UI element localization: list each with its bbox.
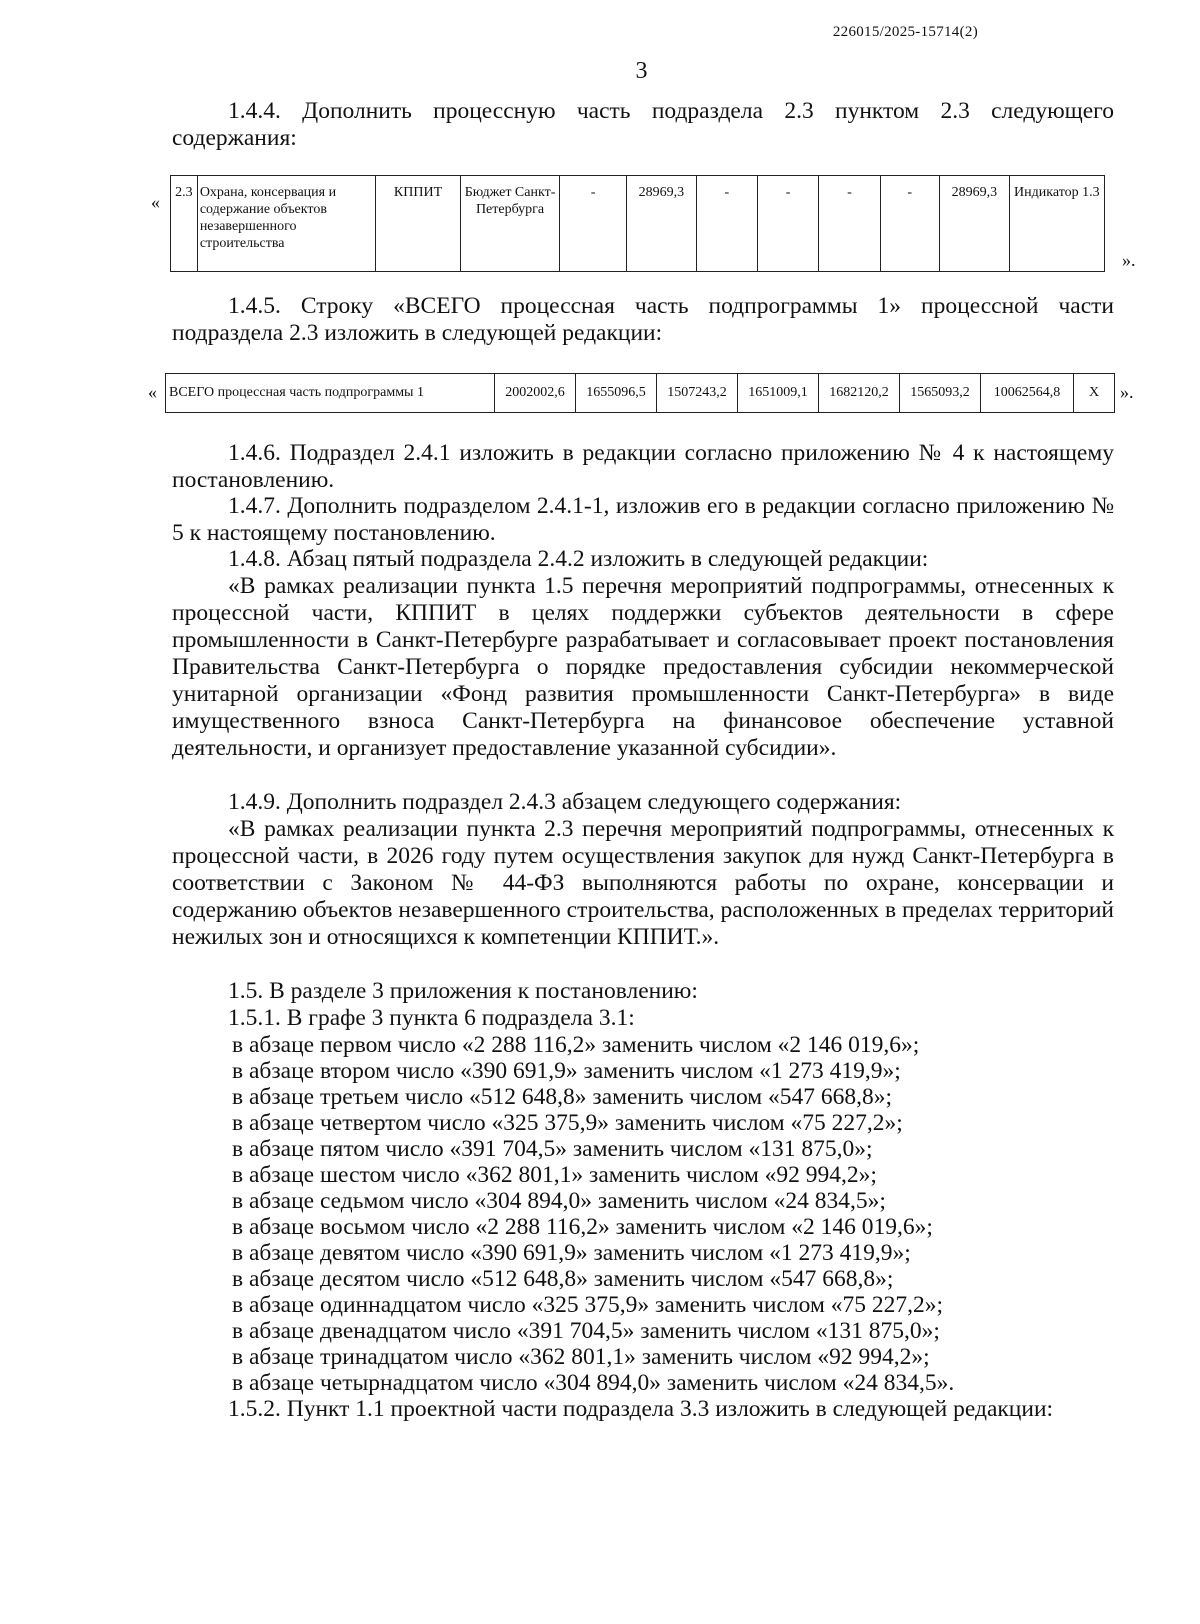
paragraph-1-4-9: 1.4.9. Дополнить подраздел 2.4.3 абзацем следующего содержания: bbox=[228, 789, 902, 815]
cell-c5: - bbox=[819, 176, 880, 272]
paragraph-1-4-5: 1.4.5. Строку «ВСЕГО процессная часть подпрограммы 1» процессной части подраздела 2.3 изложить в следующей редакции: bbox=[172, 293, 1114, 346]
cell-value: 1507243,2 bbox=[657, 374, 738, 413]
paragraph-1-4-7: 1.4.7. Дополнить подразделом 2.4.1-1, изложив его в редакции согласно приложению № 5 к настоящему постановлению. bbox=[172, 493, 1114, 546]
table-item-2-3 bbox=[170, 175, 1105, 272]
cell-total: 28969,3 bbox=[939, 176, 1009, 272]
paragraph-1-5-1: 1.5.1. В графе 3 пункта 6 подраздела 3.1: bbox=[228, 1005, 635, 1031]
cell-c1: - bbox=[560, 176, 627, 272]
list-item: в абзаце втором число «390 691,9» заменить числом «1 273 419,9»; bbox=[232, 1058, 901, 1084]
page-number: 3 bbox=[635, 58, 648, 84]
list-item: в абзаце пятом число «391 704,5» заменить числом «131 875,0»; bbox=[232, 1136, 873, 1162]
table-total-row bbox=[165, 373, 1115, 413]
paragraph-1-4-9-quote: «В рамках реализации пункта 2.3 перечня мероприятий подпрограммы, отнесенных к процессной части, в 2026 году путем осуществления закупок для нужд Санкт-Петербурга в соответствии с Законом № 44-ФЗ выполняются работы по охране, консервации и содержанию объектов незавершенного строительства, расположенных в пределах территорий нежилых зон и относящихся к компетенции КППИТ.». bbox=[172, 816, 1114, 950]
paragraph-1-4-4: 1.4.4. Дополнить процессную часть подраздела 2.3 пунктом 2.3 следующего содержания: bbox=[172, 98, 1114, 151]
table1-open-quote: « bbox=[151, 192, 160, 212]
list-item: в абзаце двенадцатом число «391 704,5» заменить числом «131 875,0»; bbox=[232, 1318, 940, 1344]
cell-indicator: Индикатор 1.3 bbox=[1009, 176, 1104, 272]
cell-name: Охрана, консервация и содержание объектов незавершенного строительства bbox=[197, 176, 375, 272]
cell-c6: - bbox=[880, 176, 939, 272]
cell-executor: КППИТ bbox=[376, 176, 461, 272]
table-row bbox=[171, 176, 1105, 272]
cell-value: X bbox=[1074, 374, 1115, 413]
cell-c2: 28969,3 bbox=[627, 176, 697, 272]
cell-label: ВСЕГО процессная часть подпрограммы 1 bbox=[166, 374, 495, 413]
paragraph-1-5-2: 1.5.2. Пункт 1.1 проектной части подраздела 3.3 изложить в следующей редакции: bbox=[228, 1396, 1054, 1422]
cell-c3: - bbox=[696, 176, 757, 272]
paragraph-1-5: 1.5. В разделе 3 приложения к постановлению: bbox=[228, 978, 698, 1004]
list-item: в абзаце четвертом число «325 375,9» заменить числом «75 227,2»; bbox=[232, 1110, 903, 1136]
list-item: в абзаце шестом число «362 801,1» заменить числом «92 994,2»; bbox=[232, 1162, 877, 1188]
list-item: в абзаце седьмом число «304 894,0» заменить числом «24 834,5»; bbox=[232, 1188, 886, 1214]
document-number: 226015/2025-15714(2) bbox=[832, 24, 978, 40]
list-item: в абзаце восьмом число «2 288 116,2» заменить числом «2 146 019,6»; bbox=[232, 1214, 933, 1240]
paragraph-1-4-8: 1.4.8. Абзац пятый подраздела 2.4.2 изложить в следующей редакции: bbox=[228, 546, 929, 572]
cell-value: 1655096,5 bbox=[576, 374, 657, 413]
list-item: в абзаце третьем число «512 648,8» заменить числом «547 668,8»; bbox=[232, 1084, 893, 1110]
table-row bbox=[166, 374, 1115, 413]
cell-value: 10062564,8 bbox=[981, 374, 1074, 413]
cell-value: 2002002,6 bbox=[495, 374, 576, 413]
list-item: в абзаце первом число «2 288 116,2» заменить числом «2 146 019,6»; bbox=[232, 1032, 920, 1058]
cell-value: 1682120,2 bbox=[819, 374, 900, 413]
list-item: в абзаце десятом число «512 648,8» заменить числом «547 668,8»; bbox=[232, 1266, 894, 1292]
cell-source: Бюджет Санкт-Петербурга bbox=[460, 176, 559, 272]
cell-num: 2.3 bbox=[171, 176, 198, 272]
table1-close-quote: ». bbox=[1122, 250, 1136, 270]
paragraph-1-4-8-quote: «В рамках реализации пункта 1.5 перечня мероприятий подпрограммы, отнесенных к процессной части, КППИТ в целях поддержки субъектов деятельности в сфере промышленности в Санкт-Петербурге разрабатывает и согласовывает проект постановления Правительства Санкт-Петербурга о порядке предоставления субсидии некоммерческой унитарной организации «Фонд развития промышленности Санкт-Петербурга» в виде имущественного взноса Санкт-Петербурга на финансовое обеспечение уставной деятельности, и организует предоставление указанной субсидии». bbox=[172, 573, 1114, 761]
table2-close-quote: ». bbox=[1120, 382, 1134, 402]
list-item: в абзаце тринадцатом число «362 801,1» заменить числом «92 994,2»; bbox=[232, 1344, 930, 1370]
table2-open-quote: « bbox=[148, 382, 157, 402]
cell-value: 1565093,2 bbox=[900, 374, 981, 413]
paragraph-1-4-6: 1.4.6. Подраздел 2.4.1 изложить в редакции согласно приложению № 4 к настоящему постановлению. bbox=[172, 440, 1114, 493]
list-item: в абзаце четырнадцатом число «304 894,0» заменить числом «24 834,5». bbox=[232, 1370, 955, 1396]
list-item: в абзаце одиннадцатом число «325 375,9» заменить числом «75 227,2»; bbox=[232, 1292, 943, 1318]
list-item: в абзаце девятом число «390 691,9» заменить числом «1 273 419,9»; bbox=[232, 1240, 911, 1266]
cell-value: 1651009,1 bbox=[738, 374, 819, 413]
cell-c4: - bbox=[757, 176, 818, 272]
